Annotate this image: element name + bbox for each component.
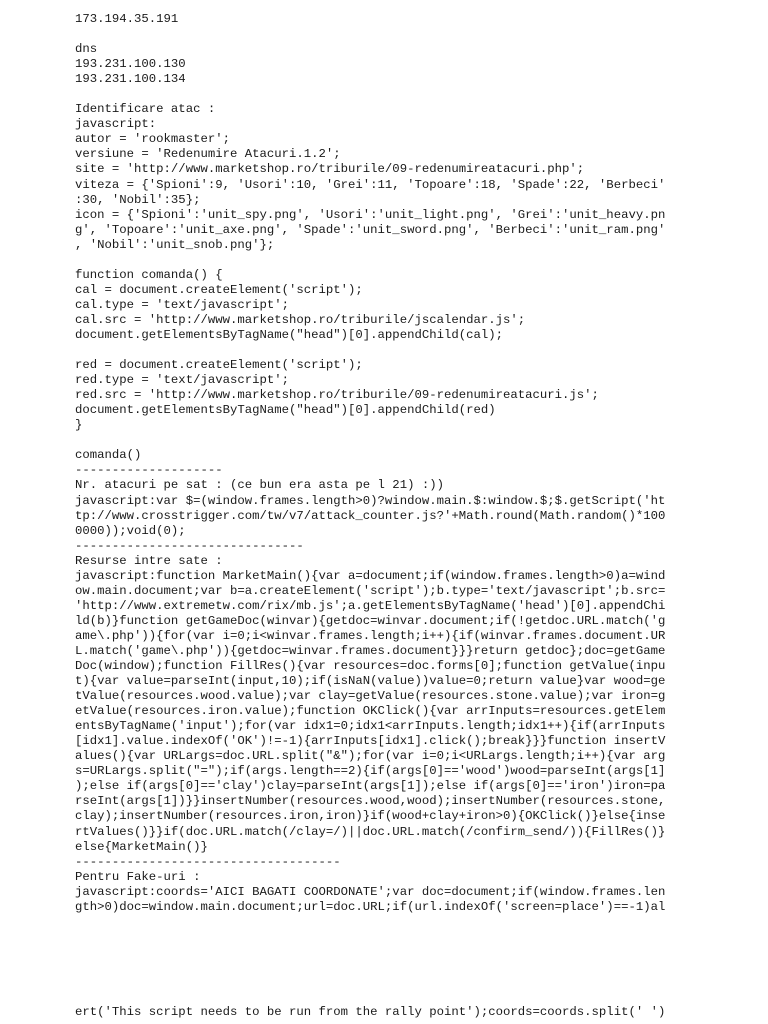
code-line: javascript:coords='AICI BAGATI COORDONATE';var doc=document;if(window.frames.len <box>75 884 666 899</box>
code-line: alues(){var URLargs=doc.URL.split("&");for(var i=0;i<URLargs.length;i++){var arg <box>75 749 666 764</box>
code-line: red.src = 'http://www.marketshop.ro/triburile/09-redenumireatacuri.js'; <box>75 388 599 403</box>
code-line: tp://www.crosstrigger.com/tw/v7/attack_counter.js?'+Math.round(Math.random()*100 <box>75 508 666 523</box>
code-line: autor = 'rookmaster'; <box>75 132 230 147</box>
code-line: comanda() <box>75 448 142 463</box>
code-line: etValue(resources.iron.value);function OKClick(){var arrInputs=resources.getElem <box>75 704 666 719</box>
code-line: red.type = 'text/javascript'; <box>75 373 290 388</box>
code-line: t){var value=parseInt(input,10);if(isNaN(value))value=0;return value}var wood=ge <box>75 674 666 689</box>
code-line: viteza = {'Spioni':9, 'Usori':10, 'Grei':11, 'Topoare':18, 'Spade':22, 'Berbeci' <box>75 177 666 192</box>
code-line: versiune = 'Redenumire Atacuri.1.2'; <box>75 147 341 162</box>
code-line: Doc(window);function FillRes(){var resources=doc.forms[0];function getValue(inpu <box>75 659 666 674</box>
code-line: function comanda() { <box>75 267 223 282</box>
code-line: entsByTagName('input');for(var idx1=0;idx1<arrInputs.length;idx1++){if(arrInputs <box>75 719 666 734</box>
code-line: dns <box>75 42 98 57</box>
code-line: 193.231.100.130 <box>75 57 186 72</box>
code-line: red = document.createElement('script'); <box>75 358 363 373</box>
code-line: tValue(resources.wood.value);var clay=getValue(resources.stone.value);var iron=g <box>75 689 666 704</box>
code-line: Nr. atacuri pe sat : (ce bun era asta pe l 21) :)) <box>75 478 444 493</box>
code-line: ame\.php')){for(var i=0;i<winvar.frames.length;i++){if(winvar.frames.document.UR <box>75 628 666 643</box>
code-line: rseInt(args[1])}}insertNumber(resources.wood,wood);insertNumber(resources.stone, <box>75 794 666 809</box>
code-line: else{MarketMain()} <box>75 839 208 854</box>
code-continuation-line: ert('This script needs to be run from the rally point');coords=coords.split(' ') <box>75 1005 666 1019</box>
code-line: -------------------- <box>75 463 223 478</box>
code-line: Identificare atac : <box>75 102 216 117</box>
code-line: javascript: <box>75 117 157 132</box>
code-line: [idx1].value.indexOf('OK')!=-1){arrInputs[idx1].click();break}}}function insertV <box>75 734 666 749</box>
code-line: site = 'http://www.marketshop.ro/triburile/09-redenumireatacuri.php'; <box>75 162 585 177</box>
code-line: javascript:var $=(window.frames.length>0)?window.main.$:window.$;$.getScript('ht <box>75 493 666 508</box>
code-line: icon = {'Spioni':'unit_spy.png', 'Usori':'unit_light.png', 'Grei':'unit_heavy.pn <box>75 207 666 222</box>
code-line: ld(b)}function getGameDoc(winvar){getdoc=winvar.document;if(!getdoc.URL.match('g <box>75 613 666 628</box>
code-line: s=URLargs.split("=");if(args.length==2){if(args[0]=='wood')wood=parseInt(args[1] <box>75 764 666 779</box>
code-line: document.getElementsByTagName("head")[0].appendChild(red) <box>75 403 496 418</box>
code-line: 'http://www.extremetw.com/rix/mb.js';a.getElementsByTagName('head')[0].appendChi <box>75 598 666 613</box>
code-line: cal = document.createElement('script'); <box>75 282 363 297</box>
code-line: L.match('game\.php')){getdoc=winvar.frames.document}}}return getdoc};doc=getGame <box>75 643 666 658</box>
code-line: javascript:function MarketMain(){var a=document;if(window.frames.length>0)a=wind <box>75 568 666 583</box>
code-line: 0000));void(0); <box>75 523 186 538</box>
code-line: , 'Nobil':'unit_snob.png'}; <box>75 237 275 252</box>
code-line: ------------------------------------ <box>75 854 341 869</box>
code-line: cal.type = 'text/javascript'; <box>75 297 290 312</box>
code-line: clay);insertNumber(resources.iron,iron)}if(wood+clay+iron>0){OKClick()}else{inse <box>75 809 666 824</box>
code-line: 173.194.35.191 <box>75 12 179 26</box>
code-line: );else if(args[0]=='clay')clay=parseInt(args[1]);else if(args[0]=='iron')iron=pa <box>75 779 666 794</box>
code-line: 193.231.100.134 <box>75 72 186 87</box>
code-line: } <box>75 418 83 433</box>
code-line: Resurse intre sate : <box>75 553 223 568</box>
code-line: cal.src = 'http://www.marketshop.ro/triburile/jscalendar.js'; <box>75 312 526 327</box>
code-line: Pentru Fake-uri : <box>75 869 201 884</box>
code-line: ------------------------------- <box>75 538 304 553</box>
code-text-block <box>75 12 755 915</box>
code-line: document.getElementsByTagName("head")[0].appendChild(cal); <box>75 327 504 342</box>
code-line: :30, 'Nobil':35}; <box>75 192 201 207</box>
code-line: ow.main.document;var b=a.createElement('script');b.type='text/javascript';b.src= <box>75 583 666 598</box>
code-line: gth>0)doc=window.main.document;url=doc.URL;if(url.indexOf('screen=place')==-1)al <box>75 899 666 914</box>
code-line: g', 'Topoare':'unit_axe.png', 'Spade':'unit_sword.png', 'Berbeci':'unit_ram.png' <box>75 222 666 237</box>
code-line: rtValues()}}if(doc.URL.match(/clay=/)||doc.URL.match(/confirm_send/)){FillRes()} <box>75 824 666 839</box>
